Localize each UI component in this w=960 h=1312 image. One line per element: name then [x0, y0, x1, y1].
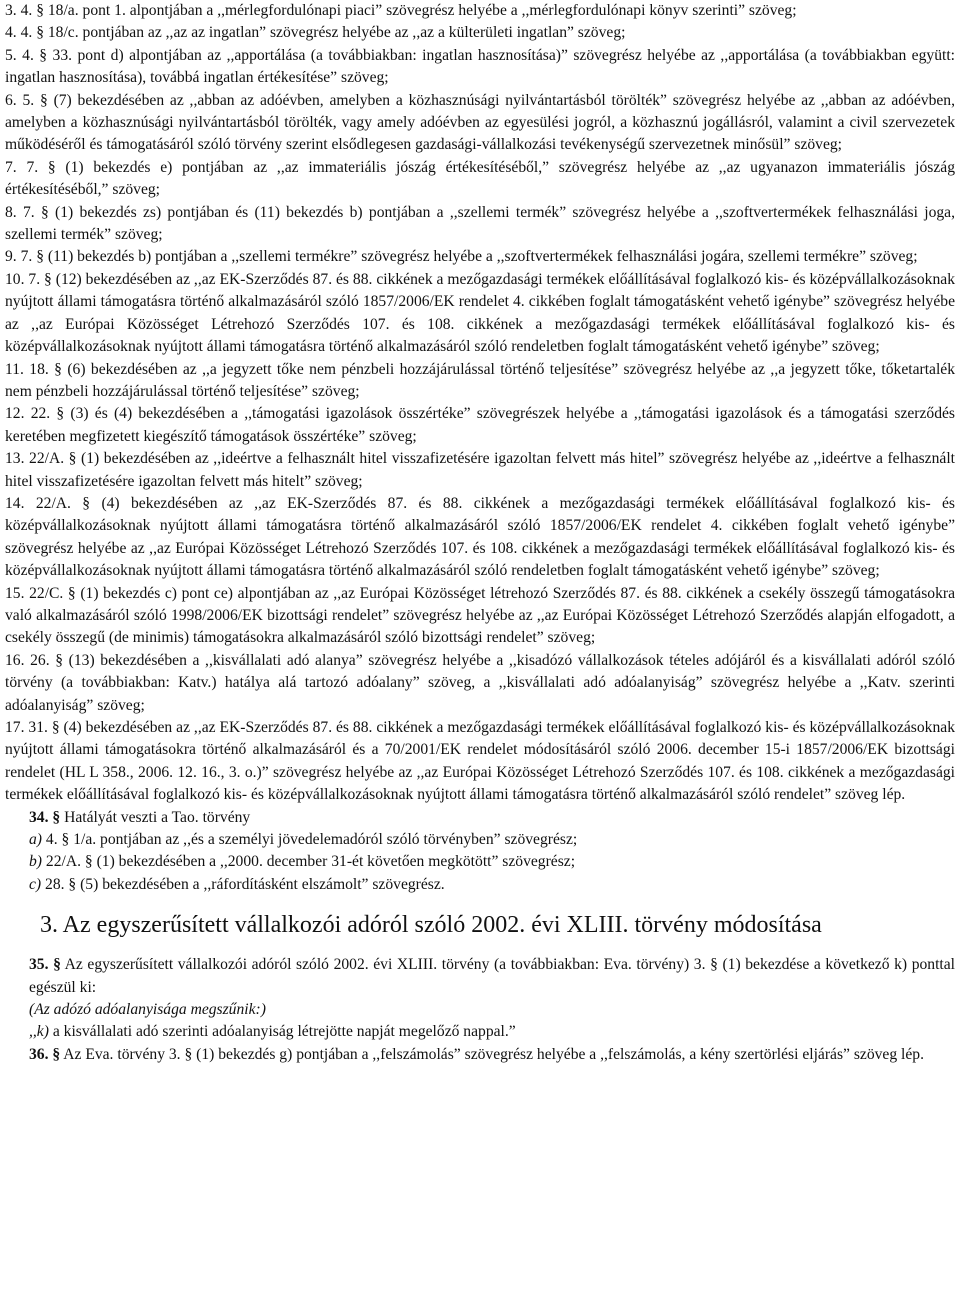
point-text: a kisvállalati adó szerinti adóalanyiság létrejötte napját megelőző nappal.” — [52, 1023, 516, 1041]
amendment-item-16: 16. 26. § (13) bekezdésében a ,,kisvállalati adó alanya” szövegrész helyébe a ,,kisadózó vállalkozások tételes adójáról és a kisvállalati adóról szóló törvény (a továbbiakban: Katv.) hatálya alá tartozó adóalany” szöveg, a ,,kisvállalati adó adóalanyiság” szövegrész helyébe a ,,Katv. szerinti adóalanyiság” szöveg; — [5, 651, 955, 714]
amendment-item-6: 6. 5. § (7) bekezdésében az ,,abban az adóévben, amelyben a közhasznúsági nyilvántartásból törölték” szövegrész helyébe az ,,abban az adóévben, amelyben a közhasznúsági nyilvántartásból törölték, vagy amely adóévben az egyesülési jogról, a közhasznú jogállásról, valamint a civil szervezetek működéséről és támogatásáról szóló törvény szerint elsődlegesen gazdasági-vállalkozási tevékenységű szervezetnek minősül” szöveg; — [5, 91, 955, 154]
amendment-item-10: 10. 7. § (12) bekezdésében az ,,az EK-Szerződés 87. és 88. cikkének a mezőgazdasági termékek előállításával foglalkozó kis- és középvállalkozásoknak nyújtott állami támogatásra történő alkalmazásáról szóló 1857/2006/EK rendelet 4. cikkében foglalt támogatásként vehető igénybe” szövegrész helyébe az ,,az Európai Közösséget Létrehozó Szerződés 107. és 108. cikkének a mezőgazdasági termékek előállításával foglalkozó kis- és középvállalkozásoknak nyújtott állami támogatásra történő alkalmazásáról szóló rendeletben foglalt támogatásként vehető igénybe” szöveg; — [5, 270, 955, 356]
section-36-number: 36. § — [29, 1045, 61, 1063]
section-35-number: 35. § — [29, 956, 61, 974]
amendment-item-7: 7. 7. § (1) bekezdés e) pontjában az ,,az immateriális jószág értékesítéséből,” szövegrész helyébe az ,,az ugyanazon immateriális jószág értékesítéséből,” szöveg; — [5, 158, 955, 199]
section-35 — [5, 954, 955, 999]
amendment-item-9: 9. 7. § (11) bekezdés b) pontjában a ,,szellemi termékre” szövegrész helyébe a ,,szoftvertermékek felhasználási jogára, szellemi termékre” szöveg; — [5, 248, 918, 266]
section-35-intro-text: (Az adózó adóalanyisága megszűnik:) — [29, 1001, 266, 1019]
amendment-item-14: 14. 22/A. § (4) bekezdésében az ,,az EK-Szerződés 87. és 88. cikkének a mezőgazdasági termékek előállításával foglalkozó kis- és középvállalkozásoknak nyújtott állami támogatásra történő alkalmazásáról szóló 1857/2006/EK rendelet 4. cikkében foglalt vehető igénybe” szövegrész helyébe az ,,az Európai Közösséget Létrehozó Szerződés 107. és 108. cikkének a mezőgazdasági termékek előállításával foglalkozó kis- és középvállalkozásoknak nyújtott állami támogatásra történő alkalmazásáról szóló rendeletben foglalt támogatásként vehető igénybe” szöveg; — [5, 494, 955, 580]
amendment-item-4: 4. 4. § 18/c. pontjában az ,,az az ingatlan” szövegrész helyébe az ,,az a külterületi ingatlan” szöveg; — [5, 24, 626, 42]
section-34-point-a — [5, 829, 955, 851]
amendment-item-15: 15. 22/C. § (1) bekezdés c) pont ce) alpontjában az ,,az Európai Közösséget létrehozó Szerződés 87. és 88. cikkének a csekély összegű támogatásokra való alkalmazásáról szóló 1998/2006/EK bizottsági rendelet” szövegrész helyébe az ,,az Európai Közösséget Létrehozó Szerződés alapján elfogadott, a csekély összegű (de minimis) támogatásokra alkalmazásáról szóló bizottsági rendelet” szöveg; — [5, 584, 955, 647]
point-text: 22/A. § (1) bekezdésében a ,,2000. december 31-ét követően megkötött” szövegrész; — [45, 853, 576, 871]
amendment-item-12: 12. 22. § (3) és (4) bekezdésében a ,,támogatási igazolások összértéke” szövegrészek helyébe a ,,támogatási igazolások és a támogatási szerződés keretében megfizetett kiegészítő támogatások összértéke” szöveg; — [5, 405, 955, 445]
point-label: c) — [29, 875, 42, 893]
point-label: ,,k) — [29, 1023, 49, 1041]
amendment-item-8: 8. 7. § (1) bekezdés zs) pontjában és (11) bekezdés b) pontjában a ,,szellemi termék” szövegrész helyébe a ,,szoftvertermékek felhasználási joga, szellemi termék” szöveg; — [5, 203, 955, 244]
section-34-point-b — [5, 851, 955, 873]
chapter-heading: 3. Az egyszerűsített vállalkozói adóról szóló 2002. évi XLIII. törvény módosítása — [40, 912, 822, 939]
section-34-title — [5, 807, 955, 829]
point-label: b) — [29, 853, 42, 871]
section-35-intro — [5, 999, 955, 1021]
section-36 — [5, 1044, 955, 1066]
section-34-text: Hatályát veszti a Tao. törvény — [64, 808, 251, 826]
document-page — [5, 0, 955, 1066]
section-35-text: Az egyszerűsített vállalkozói adóról szóló 2002. évi XLIII. törvény (a továbbiakban: Eva. törvény) 3. § (1) bekezdése a következő k) ponttal egészül ki: — [29, 956, 956, 996]
section-34-point-c — [5, 874, 955, 896]
point-text: 28. § (5) bekezdésében a ,,ráfordításként elszámolt” szövegrész. — [45, 875, 445, 893]
amendment-item-13: 13. 22/A. § (1) bekezdésében az ,,ideértve a felhasznált hitel visszafizetésére igazoltan felvett más hitel” szövegrész helyébe az ,,ideértve a felhasznált hitel visszafizetésére igazoltan felvett más hitelt” szöveg; — [5, 450, 955, 490]
section-34-number: 34. § — [29, 808, 61, 826]
section-36-text: Az Eva. törvény 3. § (1) bekezdés g) pontjában a ,,felszámolás” szövegrész helyébe a ,,felszámolás, a kény szertörlési eljárás” szöveg lép. — [63, 1045, 924, 1063]
point-text: 4. § 1/a. pontjában az ,,és a személyi jövedelemadóról szóló törvényben” szövegrész; — [45, 831, 578, 849]
amendment-item-3: 3. 4. § 18/a. pont 1. alpontjában a ,,mérlegfordulónapi piaci” szövegrész helyébe a ,,mérlegfordulónapi könyv szerinti” szöveg; — [5, 2, 797, 19]
amendment-item-17: 17. 31. § (4) bekezdésében az ,,az EK-Szerződés 87. és 88. cikkének a mezőgazdasági termékek előállításával foglalkozó kis- és középvállalkozásoknak nyújtott állami támogatásokra történő alkalmazásáról és a 70/2001/EK rendelet módosításáról szóló 2006. december 15-i 1857/2006/EK bizottsági rendelet (HL L 358., 2006. 12. 16., 3. o.)” szövegrész helyébe az ,,az Európai Közösséget Létrehozó Szerződés 107. és 108. cikkének a mezőgazdasági termékek előállításával foglalkozó kis- és középvállalkozásoknak nyújtott állami támogatásra történő alkalmazásáról szóló rendelet” szöveg lép. — [5, 719, 955, 804]
amendment-item-5: 5. 4. § 33. pont d) alpontjában az ,,apportálása (a továbbiakban: ingatlan hasznosítása)” szövegrész helyébe az ,,apportálása (a továbbiakban együtt: ingatlan hasznosítása), továbbá ingatlan értékesítése” szöveg; — [5, 46, 955, 87]
section-35-point-k — [5, 1021, 955, 1043]
amendment-item-11: 11. 18. § (6) bekezdésében az ,,a jegyzett tőke nem pénzbeli hozzájárulással történő teljesítése” szövegrész helyébe az ,,a jegyzett tőke, tőketartalék nem pénzbeli hozzájárulással történő teljesítése” szöveg; — [5, 360, 955, 400]
point-label: a) — [29, 831, 42, 849]
